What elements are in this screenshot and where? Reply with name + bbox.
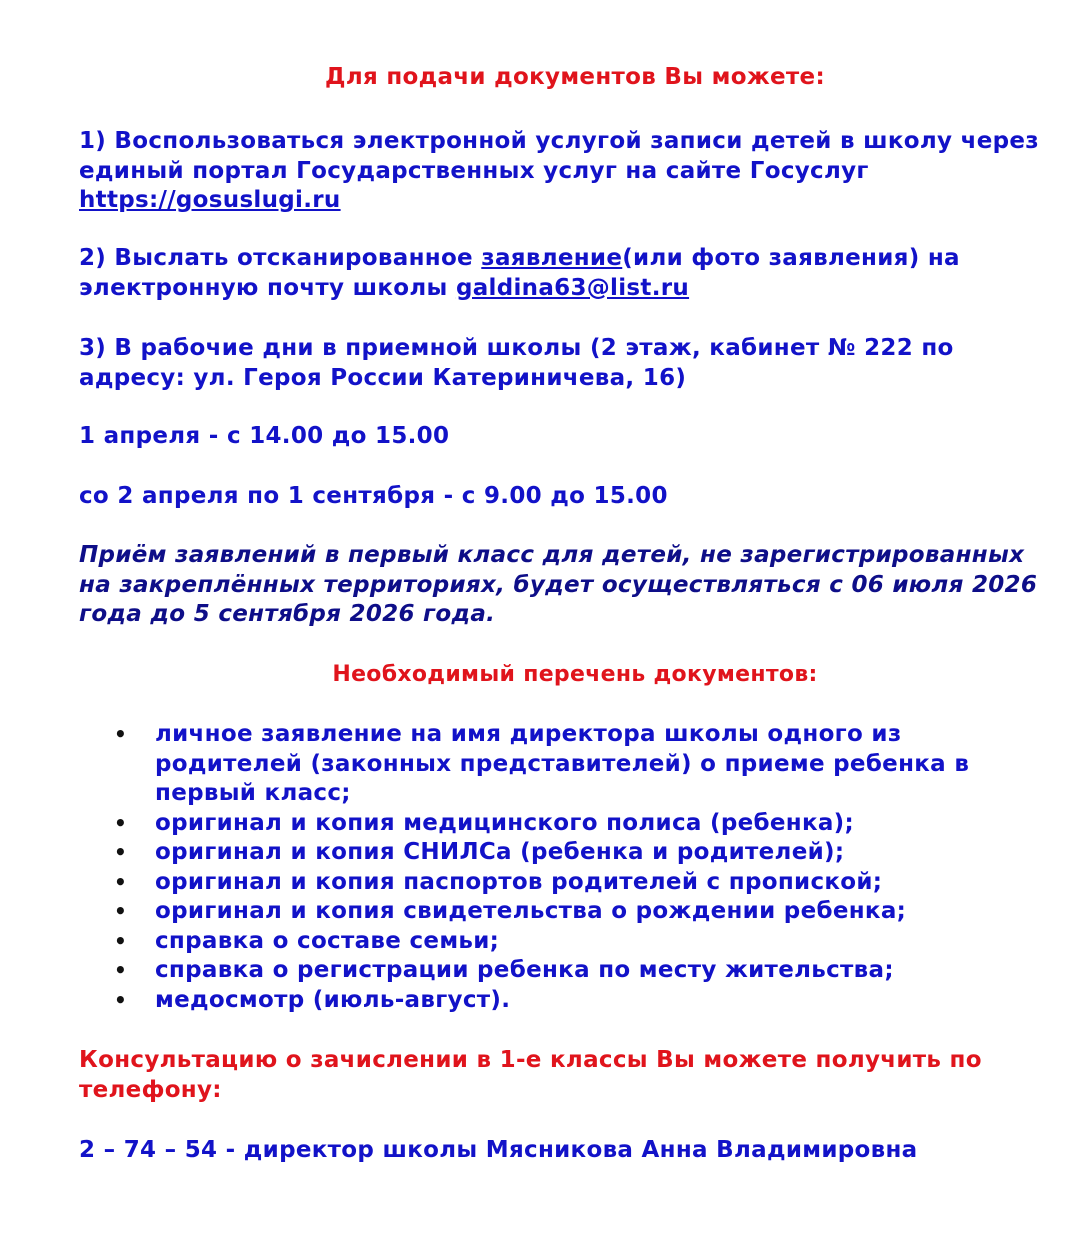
option-3: 3) В рабочие дни в приемной школы (2 этаж, кабинет № 222 по адресу: ул. Героя России Катериничева, 16) [79,335,954,391]
document-item [108,809,1048,839]
document-item-text: оригинал и копия СНИЛСа (ребенка и родителей); [155,839,845,865]
option-2-prefix: 2) Выслать отсканированное [79,245,482,271]
bullet-icon: • [114,722,128,746]
document-item [108,897,1048,927]
bullet-icon: • [114,899,128,923]
schedule-april-1: 1 апреля - с 14.00 до 15.00 [79,423,450,449]
document-item-text: оригинал и копия паспортов родителей с пропиской; [155,868,883,895]
option-2 [79,244,1049,303]
contact-phone: 2 – 74 – 54 - директор школы Мясникова Анна Владимировна [79,1137,918,1163]
document-item [108,720,1048,809]
document-item [108,927,1048,957]
documents-heading: Необходимый перечень документов: [332,662,818,687]
bullet-icon: • [114,928,128,953]
document-item-text: оригинал и копия свидетельства о рождении ребенка; [155,898,907,924]
schedule-april-sept: со 2 апреля по 1 сентября - с 9.00 до 15.00 [79,483,668,509]
document-item-text: справка о составе семьи; [155,927,500,954]
email-link[interactable]: galdina63@list.ru [455,274,690,301]
document-item [108,986,1048,1016]
document-item [108,838,1048,868]
bullet-icon: • [114,869,128,894]
document-item-text: оригинал и копия медицинского полиса (ребенка); [155,809,854,836]
admission-notice: Приём заявлений в первый класс для детей, не зарегистрированных на закреплённых территориях, будет осуществляться с 06 июля 2026 года до 5 сентября 2026 года. [79,542,1038,627]
gosuslugi-link[interactable]: https://gosuslugi.ru [79,187,341,213]
document-item [108,956,1048,986]
bullet-icon: • [114,987,128,1012]
bullet-icon: • [114,810,128,835]
bullet-icon: • [114,958,128,982]
bullet-icon: • [114,840,128,864]
document-item-text: личное заявление на имя директора школы одного из родителей (законных представителей) о приеме ребенка в первый класс; [155,721,970,806]
option-1 [79,127,1039,216]
documents-list [108,720,1048,1015]
application-link[interactable]: заявление [481,245,623,271]
option-2-middle: (или фото заявления) на электронную почту школы [79,245,960,301]
option-1-text: 1) Воспользоваться электронной услугой записи детей в школу через единый портал Государственных услуг на сайте Госуслуг [79,128,1039,184]
document-item-text: справка о регистрации ребенка по месту жительства; [155,957,894,983]
page-title: Для подачи документов Вы можете: [325,64,825,90]
document-item [108,868,1048,898]
document-item-text: медосмотр (июль-август). [155,986,511,1013]
consultation-text: Консультацию о зачислении в 1-е классы Вы можете получить по телефону: [79,1047,982,1103]
